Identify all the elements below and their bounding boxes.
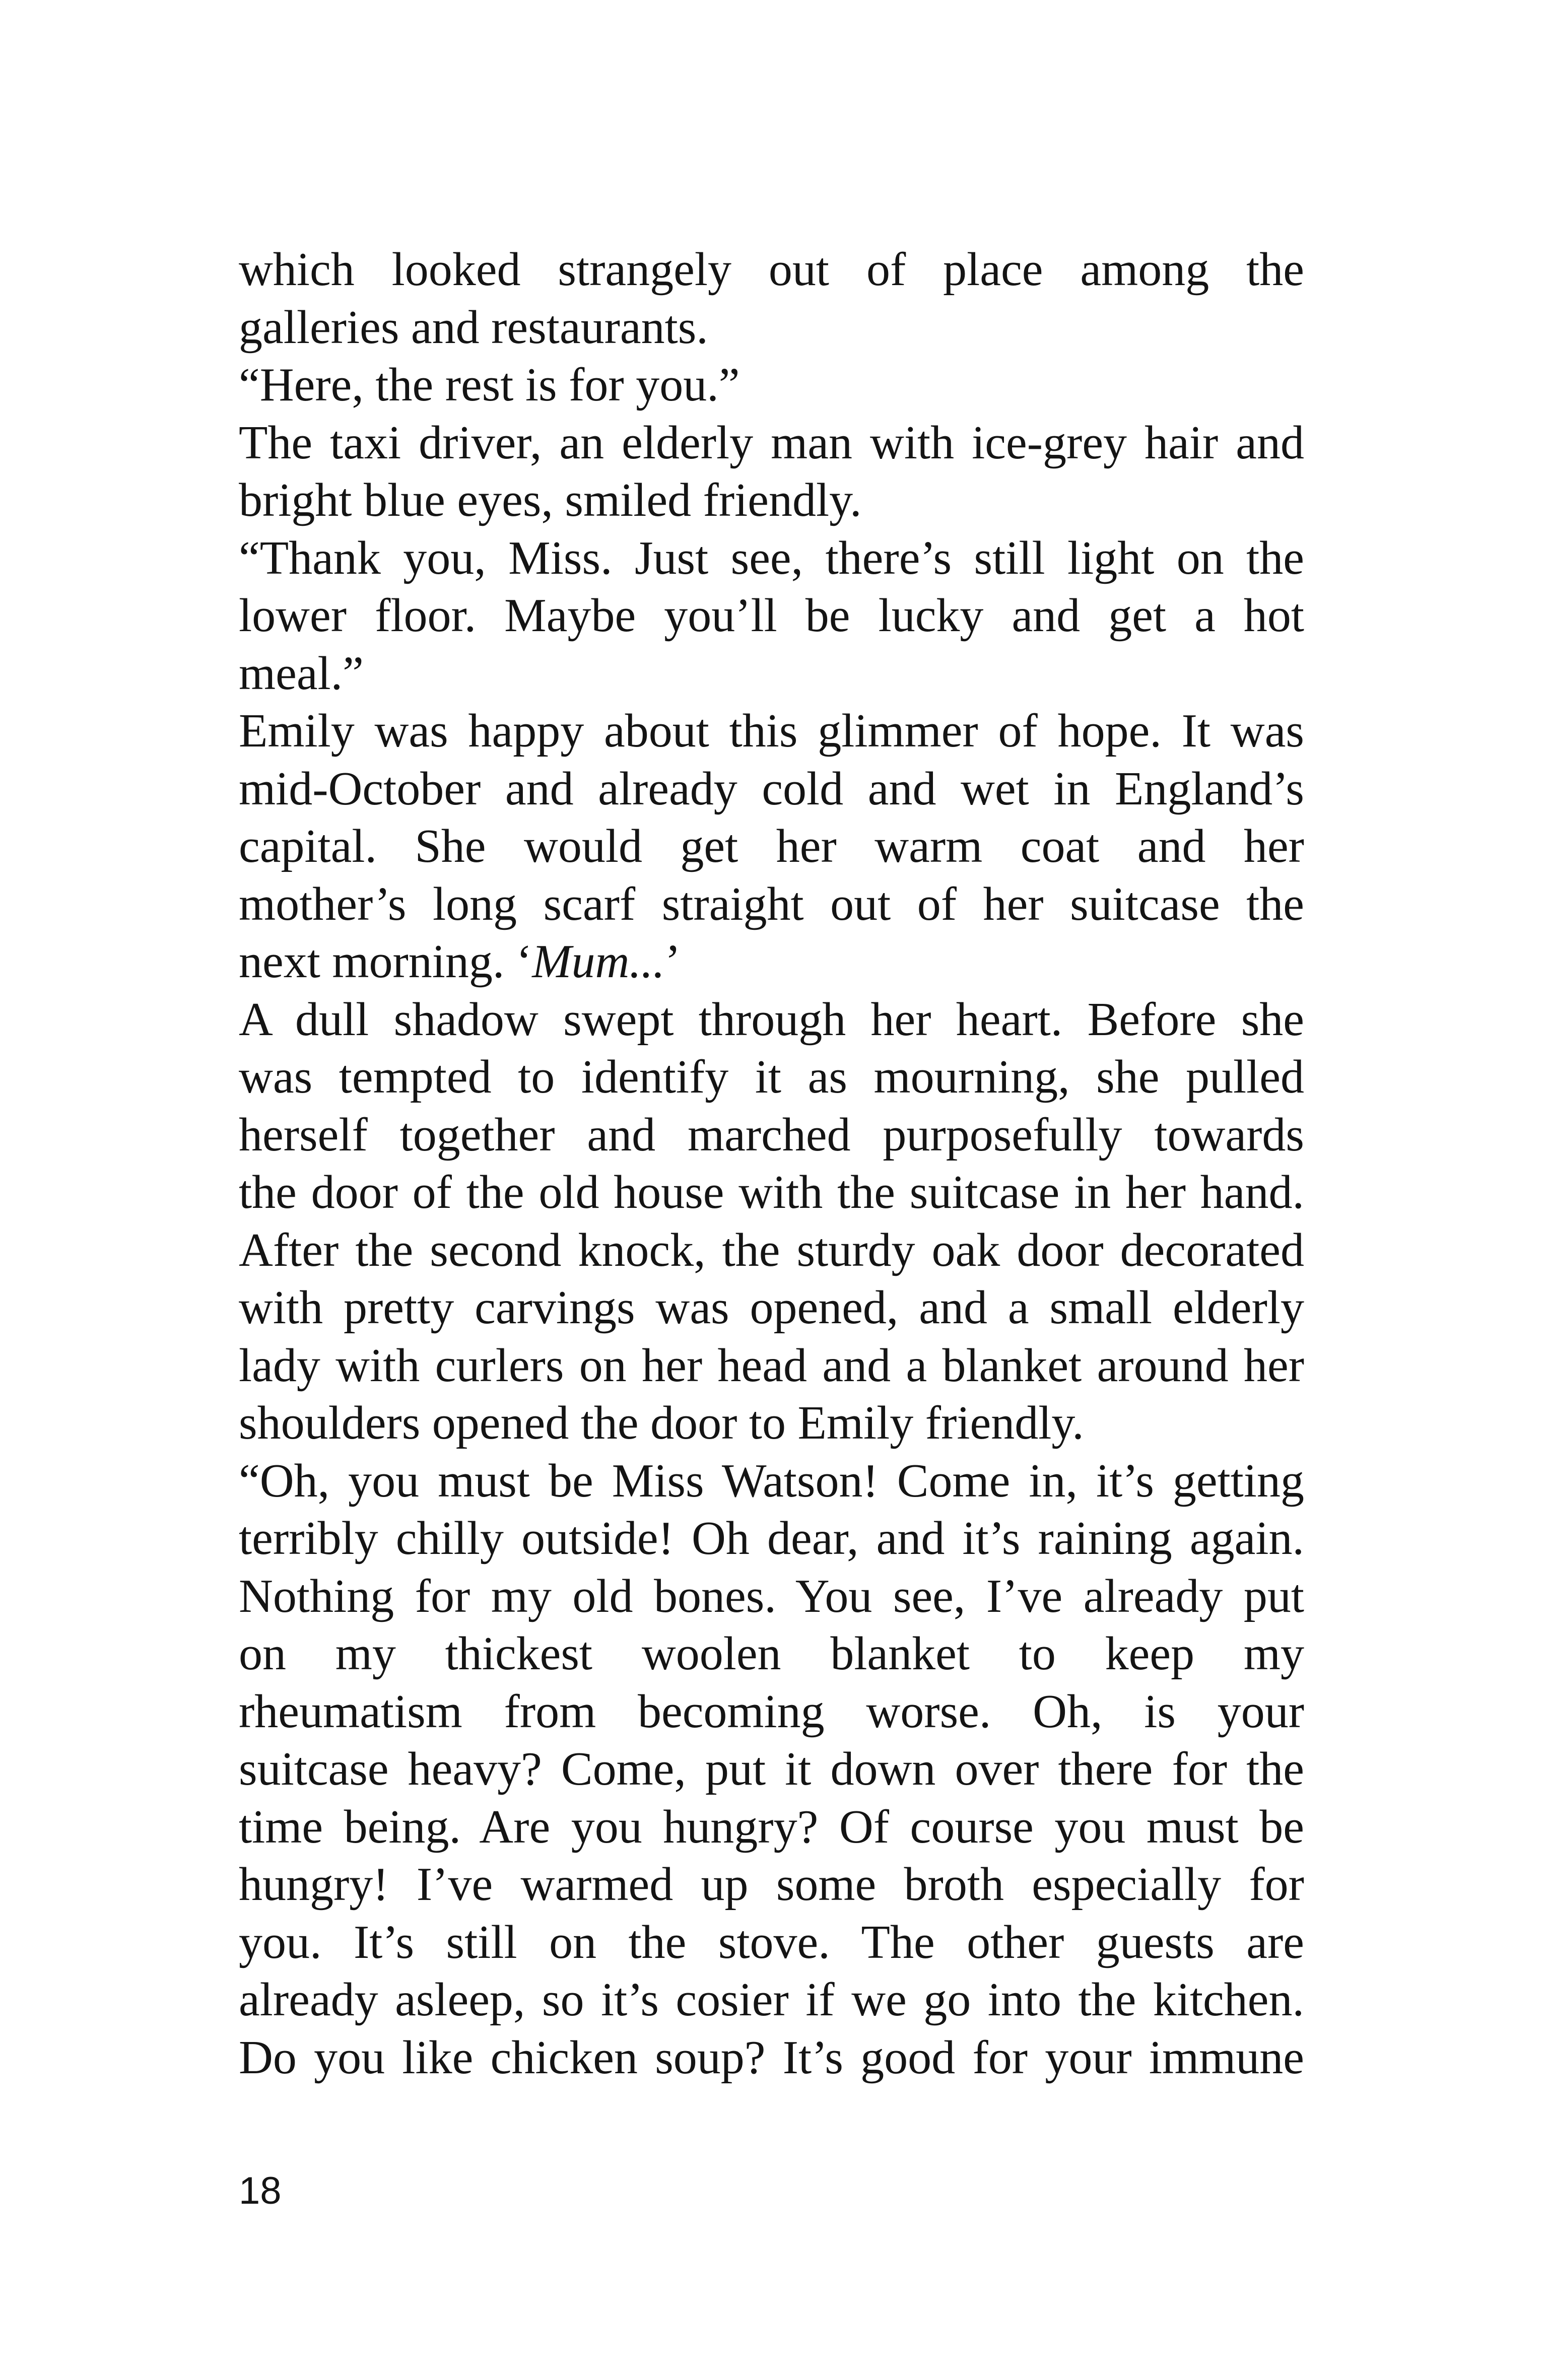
body-text	[239, 241, 1304, 2086]
text-line-content: suitcase heavy? Come, put it down over there for the	[239, 1743, 1304, 1795]
text-line	[239, 2029, 1304, 2087]
text-line	[239, 1221, 1304, 1279]
text-line-content: A dull shadow swept through her heart. Before she	[239, 993, 1304, 1046]
text-line-content: next morning. ‘	[239, 935, 532, 988]
text-line	[239, 241, 1304, 299]
text-line-content: meal.”	[239, 647, 364, 700]
text-line-content: on my thickest woolen blanket to keep my	[239, 1627, 1304, 1680]
closing-quote: ’	[664, 935, 681, 988]
text-line-content: mid-October and already cold and wet in England’s	[239, 762, 1304, 815]
text-line	[239, 645, 1304, 703]
text-line-content: you. It’s still on the stove. The other guests are	[239, 1916, 1304, 1968]
text-line	[239, 933, 1304, 991]
text-line	[239, 1740, 1304, 1798]
text-line-content: which looked strangely out of place among the	[239, 243, 1304, 296]
text-line-content: hungry! I’ve warmed up some broth especially for	[239, 1858, 1304, 1911]
text-line-content: After the second knock, the sturdy oak door decorated	[239, 1223, 1304, 1276]
text-line	[239, 1279, 1304, 1337]
text-line	[239, 1394, 1304, 1452]
text-line-content: bright blue eyes, smiled friendly.	[239, 474, 862, 526]
text-line-content: Do you like chicken soup? It’s good for your immune	[239, 2031, 1304, 2084]
text-line	[239, 875, 1304, 933]
text-line	[239, 1164, 1304, 1221]
text-line-content: “Oh, you must be Miss Watson! Come in, it’s getting	[239, 1454, 1304, 1507]
text-line-content: herself together and marched purposefully towards	[239, 1108, 1304, 1161]
text-line-content: was tempted to identify it as mourning, she pulled	[239, 1051, 1304, 1103]
text-line	[239, 414, 1304, 472]
text-line-content: terribly chilly outside! Oh dear, and it’s raining again.	[239, 1512, 1304, 1565]
text-line	[239, 1048, 1304, 1106]
text-line	[239, 1856, 1304, 1914]
text-line-content: already asleep, so it’s cosier if we go into the kitchen.	[239, 1974, 1304, 2026]
text-line	[239, 1337, 1304, 1395]
text-line-content: “Here, the rest is for you.”	[239, 359, 740, 411]
text-line	[239, 529, 1304, 587]
text-line	[239, 1971, 1304, 2029]
text-line	[239, 1625, 1304, 1683]
text-line	[239, 1798, 1304, 1856]
text-line	[239, 356, 1304, 414]
text-line	[239, 1452, 1304, 1510]
text-line-content: shoulders opened the door to Emily friendly.	[239, 1397, 1084, 1449]
text-line-content: lady with curlers on her head and a blanket around her	[239, 1339, 1304, 1392]
italic-text: Mum...	[532, 935, 665, 988]
text-line	[239, 1568, 1304, 1625]
text-line-content: rheumatism from becoming worse. Oh, is your	[239, 1685, 1304, 1738]
text-line-content: mother’s long scarf straight out of her suitcase the	[239, 877, 1304, 930]
text-line-content: The taxi driver, an elderly man with ice-grey hair and	[239, 416, 1304, 469]
text-line	[239, 818, 1304, 875]
text-line-content: the door of the old house with the suitcase in her hand.	[239, 1166, 1304, 1218]
text-line	[239, 299, 1304, 357]
text-line-content: “Thank you, Miss. Just see, there’s still light on the	[239, 531, 1304, 584]
text-line	[239, 760, 1304, 818]
text-line	[239, 1914, 1304, 1971]
text-line-content: with pretty carvings was opened, and a small elderly	[239, 1281, 1304, 1334]
text-line-content: Emily was happy about this glimmer of hope. It was	[239, 705, 1304, 757]
text-line-content: lower floor. Maybe you’ll be lucky and get a hot	[239, 589, 1304, 642]
text-line	[239, 1510, 1304, 1568]
text-line	[239, 702, 1304, 760]
text-line-content: capital. She would get her warm coat and her	[239, 820, 1304, 872]
text-line	[239, 1106, 1304, 1164]
page-number: 18	[239, 2169, 282, 2212]
text-line	[239, 991, 1304, 1049]
text-line-content: Nothing for my old bones. You see, I’ve already put	[239, 1570, 1304, 1622]
text-line	[239, 471, 1304, 529]
text-line	[239, 587, 1304, 645]
text-line	[239, 1683, 1304, 1741]
text-line-content: galleries and restaurants.	[239, 301, 708, 354]
text-line-content: time being. Are you hungry? Of course you must be	[239, 1800, 1304, 1853]
